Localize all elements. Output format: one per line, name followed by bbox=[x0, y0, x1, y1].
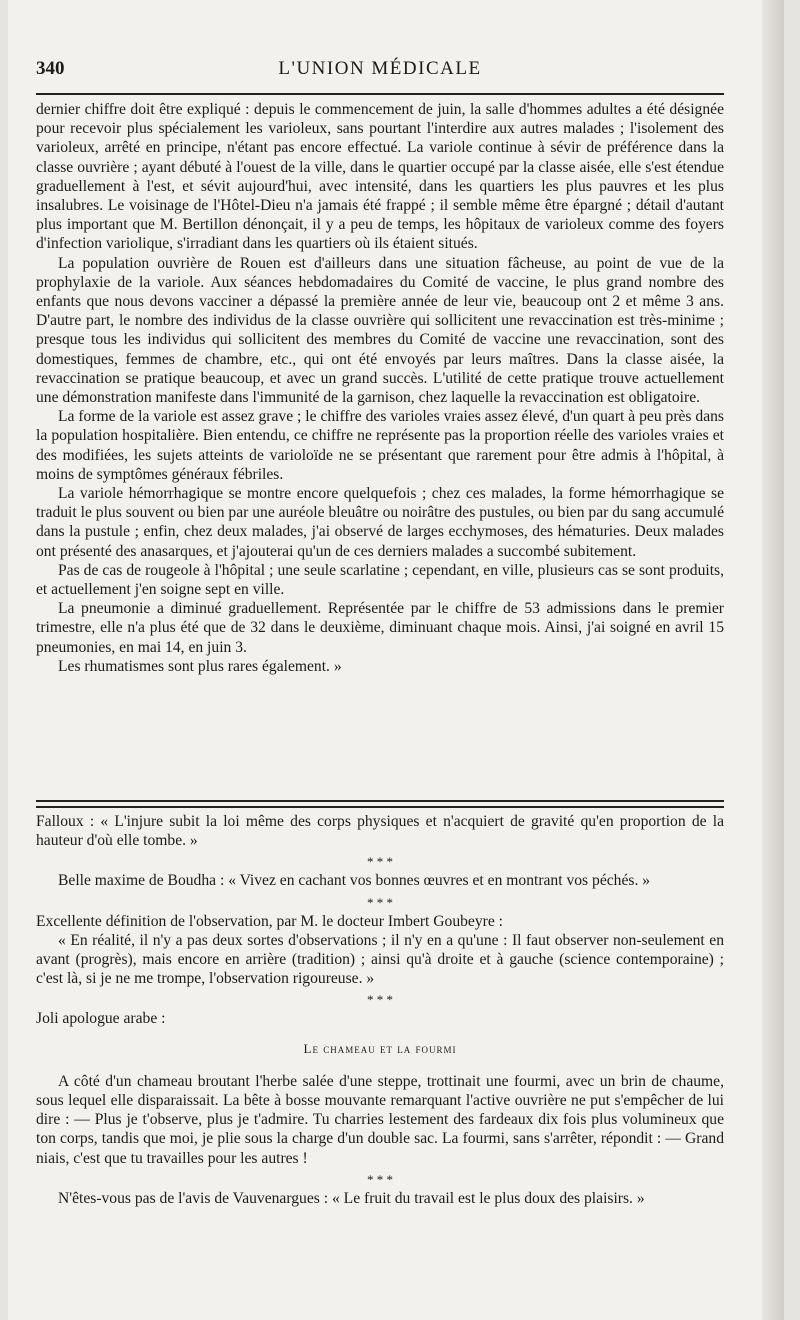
miscellany-section bbox=[36, 812, 724, 1208]
imbert-quote: « En réalité, il n'y a pas deux sortes d'observations ; il n'y en a qu'une : Il faut observer non-seulement en avant (progrès), mais encore en arrière (tradition) ; ainsi qu'à droite et à gauche (science contemporaine) ; c'est là, si je ne me trompe, l'observation rigoureuse. » bbox=[36, 931, 724, 988]
paragraph: La population ouvrière de Rouen est d'ailleurs dans une situation fâcheuse, au point de vue de la prophylaxie de la variole. Aux séances hebdomadaires du Comité de vaccine, le plus grand nombre des enfants que nous devons vacciner a dépassé la première année de leur vie, beaucoup ont 2 et même 3 ans. D'autre part, le nombre des individus de la classe ouvrière qui sollicitent une revaccination est très-minime ; presque tous les individus qui sollicitent des membres du Comité de vaccine une revaccination, sont des domestiques, femmes de chambre, etc., qui ont été envoyés par leurs maîtres. Dans la classe aisée, la revaccination se pratique beaucoup, et avec un grand succès. L'utilité de cette pratique trouve actuellement une démonstration manifeste dans l'immunité de la garnison, chez laquelle la revaccination est obligatoire. bbox=[36, 254, 724, 407]
asterism: * * * bbox=[367, 1171, 393, 1187]
paragraph: La variole hémorrhagique se montre encore quelquefois ; chez ces malades, la forme hémorrhagique se traduit le plus souvent ou bien par une auréole bleuâtre ou noirâtre des pustules, ou bien par du sang accumulé dans la pustule ; enfin, chez deux malades, j'ai observé de larges ecchymoses, des hématuries. Deux malades ont présenté des anasarques, et j'ajouterai qu'un de ces derniers malades a succombé subitement. bbox=[36, 485, 724, 560]
page-gutter-shadow bbox=[762, 0, 784, 1320]
fable-text: A côté d'un chameau broutant l'herbe salée d'une steppe, trottinait une fourmi, avec un brin de chaume, sous lequel elle disparaissait. La bête à bosse mouvante remarquant l'active ouvrière ne put s'empêcher de lui dire : — Plus je t'observe, plus je t'admire. Tu charries lestement des fardeaux dix fois plus volumineux que ton corps, tandis que moi, je plie sous la charge d'un double sac. La fourmi, sans s'arrêter, répondit : — Grand niais, c'est que tu travailles pour les autres ! bbox=[36, 1072, 724, 1167]
section-double-rule bbox=[36, 800, 724, 808]
falloux-quote: Falloux : « L'injure subit la loi même des corps physiques et n'acquiert de gravité qu'en proportion de la hauteur d'où elle tombe. » bbox=[36, 813, 724, 850]
running-title: L'UNION MÉDICALE bbox=[278, 58, 482, 79]
article-body bbox=[36, 100, 724, 676]
paragraph: La forme de la variole est assez grave ; le chiffre des varioles vraies assez élevé, d'un quart à peu près dans la population hospitalière. Bien entendu, ce chiffre ne représente pas la proportion réelle des varioles vraies et des modifiées, les sujets atteints de varioloïde ne se présentant que rarement pour être admis à l'hôpital, à moins de symptômes généraux fébriles. bbox=[36, 408, 724, 483]
asterism: * * * bbox=[367, 894, 393, 910]
vauvenargues-quote: N'êtes-vous pas de l'avis de Vauvenargues : « Le fruit du travail est le plus doux des plaisirs. » bbox=[58, 1189, 645, 1207]
apologue-intro: Joli apologue arabe : bbox=[36, 1010, 166, 1028]
paragraph: Pas de cas de rougeole à l'hôpital ; une seule scarlatine ; cependant, en ville, plusieurs cas se sont produits, et actuellement j'en soigne sept en ville. bbox=[36, 561, 724, 599]
asterism: * * * bbox=[367, 992, 393, 1008]
boudha-maxim: Belle maxime de Boudha : « Vivez en cachant vos bonnes œuvres et en montrant vos péchés. » bbox=[58, 872, 651, 890]
fable-title: Le chameau et la fourmi bbox=[303, 1040, 457, 1056]
asterism: * * * bbox=[367, 854, 393, 870]
imbert-intro: Excellente définition de l'observation, par M. le docteur Imbert Goubeyre : bbox=[36, 912, 503, 930]
paragraph: La pneumonie a diminué graduellement. Représentée par le chiffre de 53 admissions dans le premier trimestre, elle n'a plus été que de 32 dans le deuxième, diminuant chaque mois. Ainsi, j'ai soigné en avril 15 pneumonies, en mai 14, en juin 3. bbox=[36, 600, 724, 656]
page-header bbox=[36, 58, 724, 88]
page-number: 340 bbox=[36, 58, 65, 79]
paragraph: Les rhumatismes sont plus rares également. » bbox=[58, 657, 342, 675]
header-rule bbox=[36, 93, 724, 95]
paragraph: dernier chiffre doit être expliqué : depuis le commencement de juin, la salle d'hommes adultes a été désignée pour recevoir plus spécialement les varioleux, sans pourtant l'interdire aux autres malades ; l'isolement des varioleux, arrêté en principe, n'étant pas encore effectué. La variole continue à sévir de préférence dans la classe ouvrière ; ayant débuté à l'ouest de la ville, dans le quartier occupé par la classe aisée, elle s'est étendue graduellement à l'est, et sévit aujourd'hui, avec intensité, dans les quartiers les plus pauvres et les plus insalubres. Le voisinage de l'Hôtel-Dieu n'a jamais été frappé ; il semble même être épargné ; détail d'autant plus important que M. Bertillon dénonçait, il y a peu de temps, les hôpitaux de varioleux comme des foyers d'infection variolique, s'irradiant dans les quartiers où ils étaient situés. bbox=[36, 101, 724, 253]
